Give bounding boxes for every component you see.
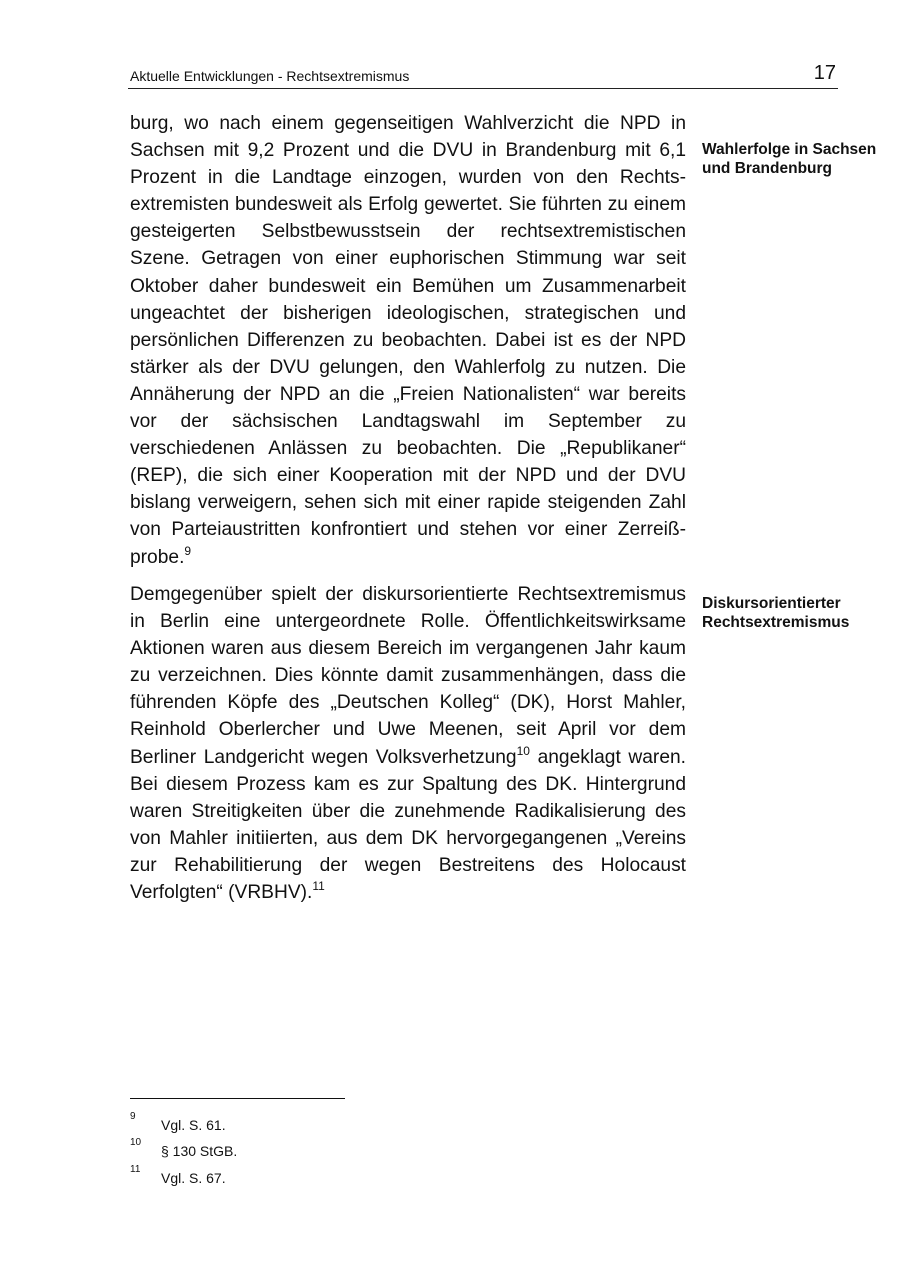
footnote	[130, 1111, 530, 1137]
paragraph-discourse-extremism	[130, 581, 686, 906]
footnote-text: § 130 StGB.	[161, 1143, 238, 1159]
footnote-text: Vgl. S. 67.	[161, 1170, 226, 1186]
paragraph-election-results	[130, 110, 686, 571]
footnote-number: 11	[130, 1164, 141, 1175]
footnote-divider	[130, 1098, 345, 1099]
page-number: 17	[813, 62, 836, 84]
footnote-reference: 9	[184, 543, 192, 558]
paragraph-text: angeklagt waren. Bei diesem Prozess kam es zur Spaltung des DK. Hintergrund waren Streitigkeiten über die zunehmende Radikalisierung des von Mahler initiierten, aus dem DK hervorgegangenen „Vereins zur Rehabilitierung der wegen Bestreitens des Holocaust Verfolgten“ (VRBHV).	[130, 746, 686, 904]
footnote-number: 10	[130, 1137, 142, 1148]
footnote-reference: 11	[312, 879, 325, 894]
page-header	[128, 62, 838, 89]
margin-note-election-results: Wahlerfolge in Sachsen und Brandenburg	[702, 141, 877, 177]
footnote-text: Vgl. S. 61.	[161, 1117, 226, 1133]
margin-note-discourse-extremism: Diskursorientierter Rechtsextremismus	[702, 595, 850, 631]
footnote	[130, 1164, 530, 1190]
footnote	[130, 1137, 530, 1163]
running-header-title: Aktuelle Entwicklungen - Rechtsextremismus	[130, 68, 410, 84]
footnote-number: 9	[130, 1111, 136, 1122]
paragraph-text: Demgegenüber spielt der diskursorientierte Rechtsextremismus in Berlin eine untergeordnete Rolle. Öffentlichkeitswirksame Aktionen waren aus diesem Bereich im vergangenen Jahr kaum zu verzeichnen. Dies könnte damit zusammenhängen, dass die führenden Köpfe des „Deutschen Kolleg“ (DK), Horst Mahler, Reinhold Oberlercher und Uwe Meenen, seit April vor dem Berliner Landgericht wegen Volksverhetzung	[130, 584, 686, 768]
paragraph-text: burg, wo nach einem gegenseitigen Wahlverzicht die NPD in Sachsen mit 9,2 Prozent und die DVU in Brandenburg mit 6,1 Prozent in die Landtage einzogen, wurden von den Rechtsextremisten bundesweit als Erfolg gewertet. Sie führten zu einem gesteigerten Selbstbewusstsein der rechtsextremistischen Szene. Getragen von einer euphorischen Stimmung war seit Oktober daher bundesweit ein Bemühen um Zusammenarbeit ungeachtet der bisherigen ideologischen, strategischen und persönlichen Differenzen zu beobachten. Dabei ist es der NPD stärker als der DVU gelungen, den Wahlerfolg zu nutzen. Die Annäherung der NPD an die „Freien Nationalisten“ war bereits vor der sächsischen Landtagswahl im September zu verschiedenen Anlässen zu beobachten. Die „Republikaner“ (REP), die sich einer Kooperation mit der NPD und der DVU bislang verweigern, sehen sich mit einer rapide steigenden Zahl von Parteiaustritten konfrontiert und stehen vor einer Zerreißprobe.	[130, 113, 686, 568]
footnote-reference: 10	[516, 743, 530, 758]
